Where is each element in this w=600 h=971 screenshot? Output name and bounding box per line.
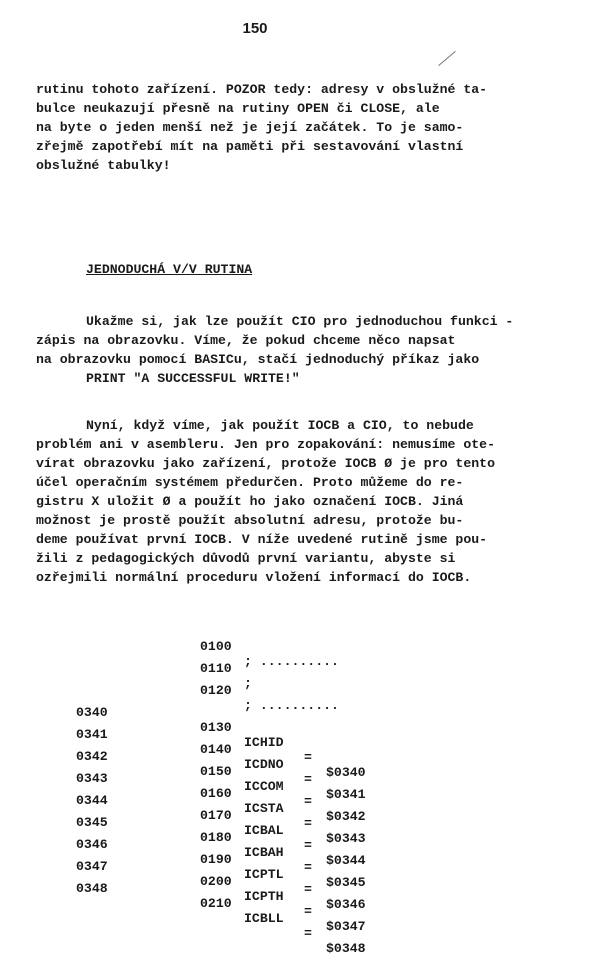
line-number: 0160 bbox=[200, 786, 232, 801]
text-line: vírat obrazovku jako zařízení, protože IOCB Ø je pro tento bbox=[36, 456, 495, 471]
label: ICDNO bbox=[244, 757, 284, 772]
label: ICBAH bbox=[244, 845, 284, 860]
value: $0340 bbox=[326, 765, 366, 780]
text-line: Nyní, když víme, jak použít IOCB a CIO, to nebude bbox=[86, 418, 474, 433]
operator: = bbox=[304, 904, 312, 919]
value: $0344 bbox=[326, 853, 366, 868]
operator: = bbox=[304, 882, 312, 897]
memory-address: 0340 bbox=[76, 705, 108, 720]
label: ICPTH bbox=[244, 889, 284, 904]
line-number: 0140 bbox=[200, 742, 232, 757]
label: ICHID bbox=[244, 735, 284, 750]
value: $0342 bbox=[326, 809, 366, 824]
comment-text: ; bbox=[244, 676, 252, 691]
paragraph-intro bbox=[36, 80, 576, 175]
text-line: obslužné tabulky! bbox=[36, 158, 171, 173]
text-line: problém ani v asembleru. Jen pro zopakování: nemusíme ote- bbox=[36, 437, 495, 452]
operator: = bbox=[304, 750, 312, 765]
text-line: zápis na obrazovku. Víme, že pokud chceme něco napsat bbox=[36, 333, 456, 348]
line-number: 0130 bbox=[200, 720, 232, 735]
text-line: žili z pedagogických důvodů první variantu, abyste si bbox=[36, 551, 456, 566]
text-line: zřejmě zapotřebí mít na paměti při sestavování vlastní bbox=[36, 139, 464, 154]
operator: = bbox=[304, 772, 312, 787]
operator: = bbox=[304, 838, 312, 853]
text-line: na byte o jeden menší než je její začátek. To je samo- bbox=[36, 120, 464, 135]
basic-command: PRINT "A SUCCESSFUL WRITE!" bbox=[86, 371, 300, 386]
value: $0348 bbox=[326, 941, 366, 956]
pen-mark bbox=[438, 51, 455, 66]
operator: = bbox=[304, 816, 312, 831]
line-number: 0100 bbox=[200, 639, 232, 654]
label: ICBAL bbox=[244, 823, 284, 838]
line-number: 0170 bbox=[200, 808, 232, 823]
operator: = bbox=[304, 794, 312, 809]
operator: = bbox=[304, 860, 312, 875]
line-number: 0120 bbox=[200, 683, 232, 698]
text-line: Ukažme si, jak lze použít CIO pro jednoduchou funkci - bbox=[86, 314, 514, 329]
label: ICPTL bbox=[244, 867, 284, 882]
memory-address: 0341 bbox=[76, 727, 108, 742]
line-number: 0180 bbox=[200, 830, 232, 845]
line-number: 0190 bbox=[200, 852, 232, 867]
line-number: 0210 bbox=[200, 896, 232, 911]
paragraph-iocb bbox=[36, 416, 576, 587]
memory-address: 0347 bbox=[76, 859, 108, 874]
page-number: 150 bbox=[242, 20, 268, 37]
text-line: rutinu tohoto zařízení. POZOR tedy: adresy v obslužné ta- bbox=[36, 82, 488, 97]
text-line: gistru X uložit Ø a použít ho jako označení IOCB. Jiná bbox=[36, 494, 464, 509]
comment-text: ; .......... bbox=[244, 698, 339, 713]
text-line: na obrazovku pomocí BASICu, stačí jednoduchý příkaz jako bbox=[36, 352, 480, 367]
comment-text: ; .......... bbox=[244, 654, 339, 669]
value: $0341 bbox=[326, 787, 366, 802]
label: ICSTA bbox=[244, 801, 284, 816]
value: $0346 bbox=[326, 897, 366, 912]
section-heading: JEDNODUCHÁ V/V RUTINA bbox=[86, 262, 253, 277]
memory-address: 0348 bbox=[76, 881, 108, 896]
memory-address: 0343 bbox=[76, 771, 108, 786]
label: ICCOM bbox=[244, 779, 284, 794]
text-line: možnost je prostě použít absolutní adresu, protože bu- bbox=[36, 513, 464, 528]
text-line: bulce neukazují přesně na rutiny OPEN či CLOSE, ale bbox=[36, 101, 440, 116]
value: $0347 bbox=[326, 919, 366, 934]
line-number: 0110 bbox=[200, 661, 232, 676]
memory-address: 0345 bbox=[76, 815, 108, 830]
memory-address: 0344 bbox=[76, 793, 108, 808]
text-line: deme používat první IOCB. V níže uvedené rutině jsme pou- bbox=[36, 532, 488, 547]
line-number: 0150 bbox=[200, 764, 232, 779]
memory-address: 0342 bbox=[76, 749, 108, 764]
line-number: 0200 bbox=[200, 874, 232, 889]
paragraph-print bbox=[36, 312, 576, 388]
text-line: účel operačním systémem předurčen. Proto můžeme do re- bbox=[36, 475, 464, 490]
operator: = bbox=[304, 926, 312, 941]
memory-address: 0346 bbox=[76, 837, 108, 852]
value: $0343 bbox=[326, 831, 366, 846]
value: $0345 bbox=[326, 875, 366, 890]
label: ICBLL bbox=[244, 911, 284, 926]
text-line: ozřejmili normální proceduru vložení informací do IOCB. bbox=[36, 570, 472, 585]
